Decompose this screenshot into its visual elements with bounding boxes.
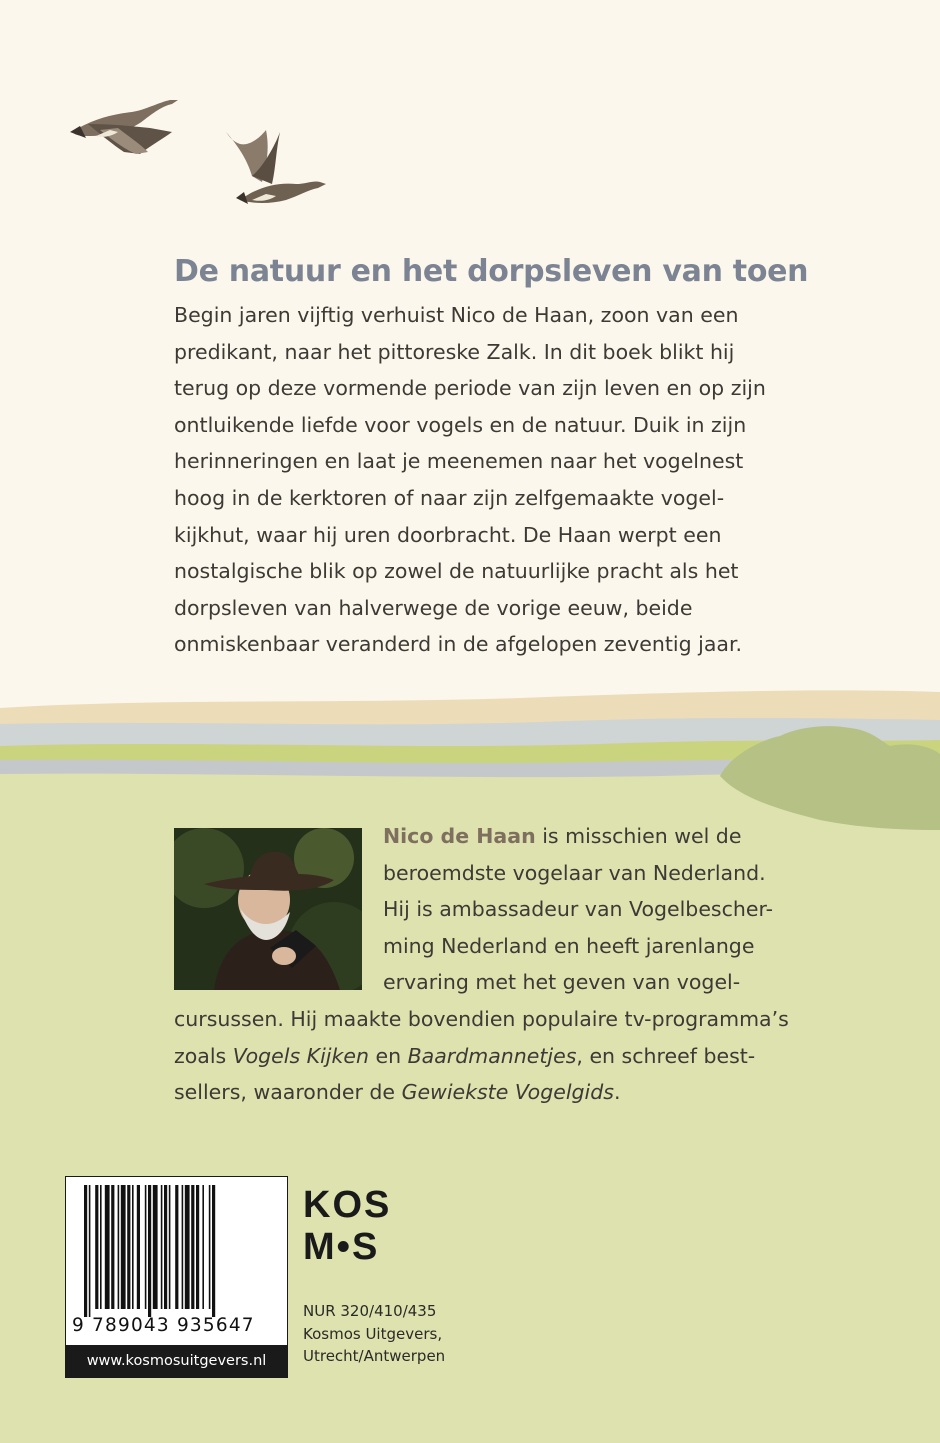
goose-left (70, 100, 178, 154)
barcode-bar (196, 1185, 199, 1309)
blurb-line: kijkhut, waar hij uren doorbracht. De Haan werpt een (174, 522, 722, 547)
barcode-bar (212, 1185, 215, 1317)
bio-line: beroemdste vogelaar van Nederland. (383, 860, 766, 885)
blurb-line: nostalgische blik op zowel de natuurlijke pracht als het (174, 559, 739, 584)
blurb-line: terug op deze vormende periode van zijn leven en op zijn (174, 376, 766, 401)
kosmos-logo (303, 1183, 413, 1263)
barcode-bar (84, 1185, 87, 1317)
barcode-bar (95, 1185, 98, 1309)
bio-text: zoals (174, 1043, 233, 1068)
barcode-bar (153, 1185, 158, 1309)
publisher-info (303, 1300, 523, 1368)
barcode-bar (127, 1185, 130, 1309)
landscape-illustration (0, 680, 940, 840)
author-name: Nico de Haan (383, 824, 536, 848)
bio-line (174, 818, 814, 855)
barcode-bar (145, 1185, 147, 1309)
book-title: Gewiekste Vogelgids (401, 1080, 614, 1105)
publisher-name: Kosmos Uitgevers, (303, 1324, 443, 1343)
blurb-line: Begin jaren vijftig verhuist Nico de Haan, zoon van een (174, 303, 739, 327)
barcode-bar (100, 1185, 102, 1309)
bio-text: en (368, 1043, 408, 1068)
barcode-bar (148, 1185, 151, 1317)
barcode-bar (161, 1185, 163, 1309)
bio-text: . (613, 1080, 621, 1105)
blurb-line: dorpsleven van halverwege de vorige eeuw, beide (174, 595, 693, 620)
bio-line: ming Nederland en heeft jarenlange (383, 933, 755, 958)
barcode-bar (121, 1185, 126, 1309)
show-title: Vogels Kijken (232, 1043, 369, 1068)
author-bio (174, 818, 814, 1111)
barcode-bar (164, 1185, 167, 1309)
barcode-bar (191, 1185, 194, 1309)
show-title: Baardmannetjes (407, 1043, 577, 1068)
barcode-bar (137, 1185, 140, 1309)
barcode-bar (111, 1185, 114, 1309)
barcode-bar (132, 1185, 134, 1309)
blurb-line: onmiskenbaar veranderd in de afgelopen zeventig jaar. (174, 632, 743, 657)
publisher-location: Utrecht/Antwerpen (303, 1347, 446, 1365)
bio-line: Hij is ambassadeur van Vogelbescher- (383, 897, 774, 922)
barcode-bar (169, 1185, 171, 1309)
logo-row-2: M•S (303, 1226, 380, 1263)
barcode-bar (185, 1185, 190, 1309)
geese-illustration (0, 80, 360, 220)
bio-line (174, 1074, 814, 1111)
blurb-line: predikant, naar het pittoreske Zalk. In dit boek blikt hij (174, 339, 735, 364)
barcode-bar (175, 1185, 178, 1309)
book-heading: De natuur en het dorpsleven van toen (174, 254, 809, 290)
barcode-bar (202, 1185, 204, 1309)
bio-line: cursussen. Hij maakte bovendien populaire tv-programma’s (174, 1006, 789, 1031)
barcode-bar (209, 1185, 211, 1309)
barcode-bars (84, 1185, 272, 1317)
bio-line: ervaring met het geven van vogel- (383, 970, 741, 995)
nur-code: NUR 320/410/435 (303, 1302, 437, 1320)
barcode (65, 1176, 288, 1378)
goose-right (226, 130, 326, 204)
blurb-line: herinneringen en laat je meenemen naar het vogelnest (174, 449, 744, 474)
blurb-line: ontluikende liefde voor vogels en de natuur. Duik in zijn (174, 412, 747, 437)
bio-text: , en schreef best- (576, 1043, 756, 1068)
publisher-url: www.kosmosuitgevers.nl (66, 1345, 287, 1377)
barcode-bar (182, 1185, 184, 1309)
isbn-number: 9 789043 935647 (72, 1315, 255, 1336)
barcode-bar (105, 1185, 110, 1309)
bio-text: sellers, waaronder de (174, 1080, 402, 1105)
logo-row-1: KOS (303, 1184, 392, 1226)
bio-line (174, 1038, 814, 1075)
barcode-bar (118, 1185, 120, 1309)
barcode-bar (89, 1185, 91, 1317)
book-blurb (174, 297, 834, 663)
blurb-line: hoog in de kerktoren of naar zijn zelfgemaakte vogel- (174, 485, 725, 510)
bio-text: is misschien wel de (535, 824, 742, 848)
